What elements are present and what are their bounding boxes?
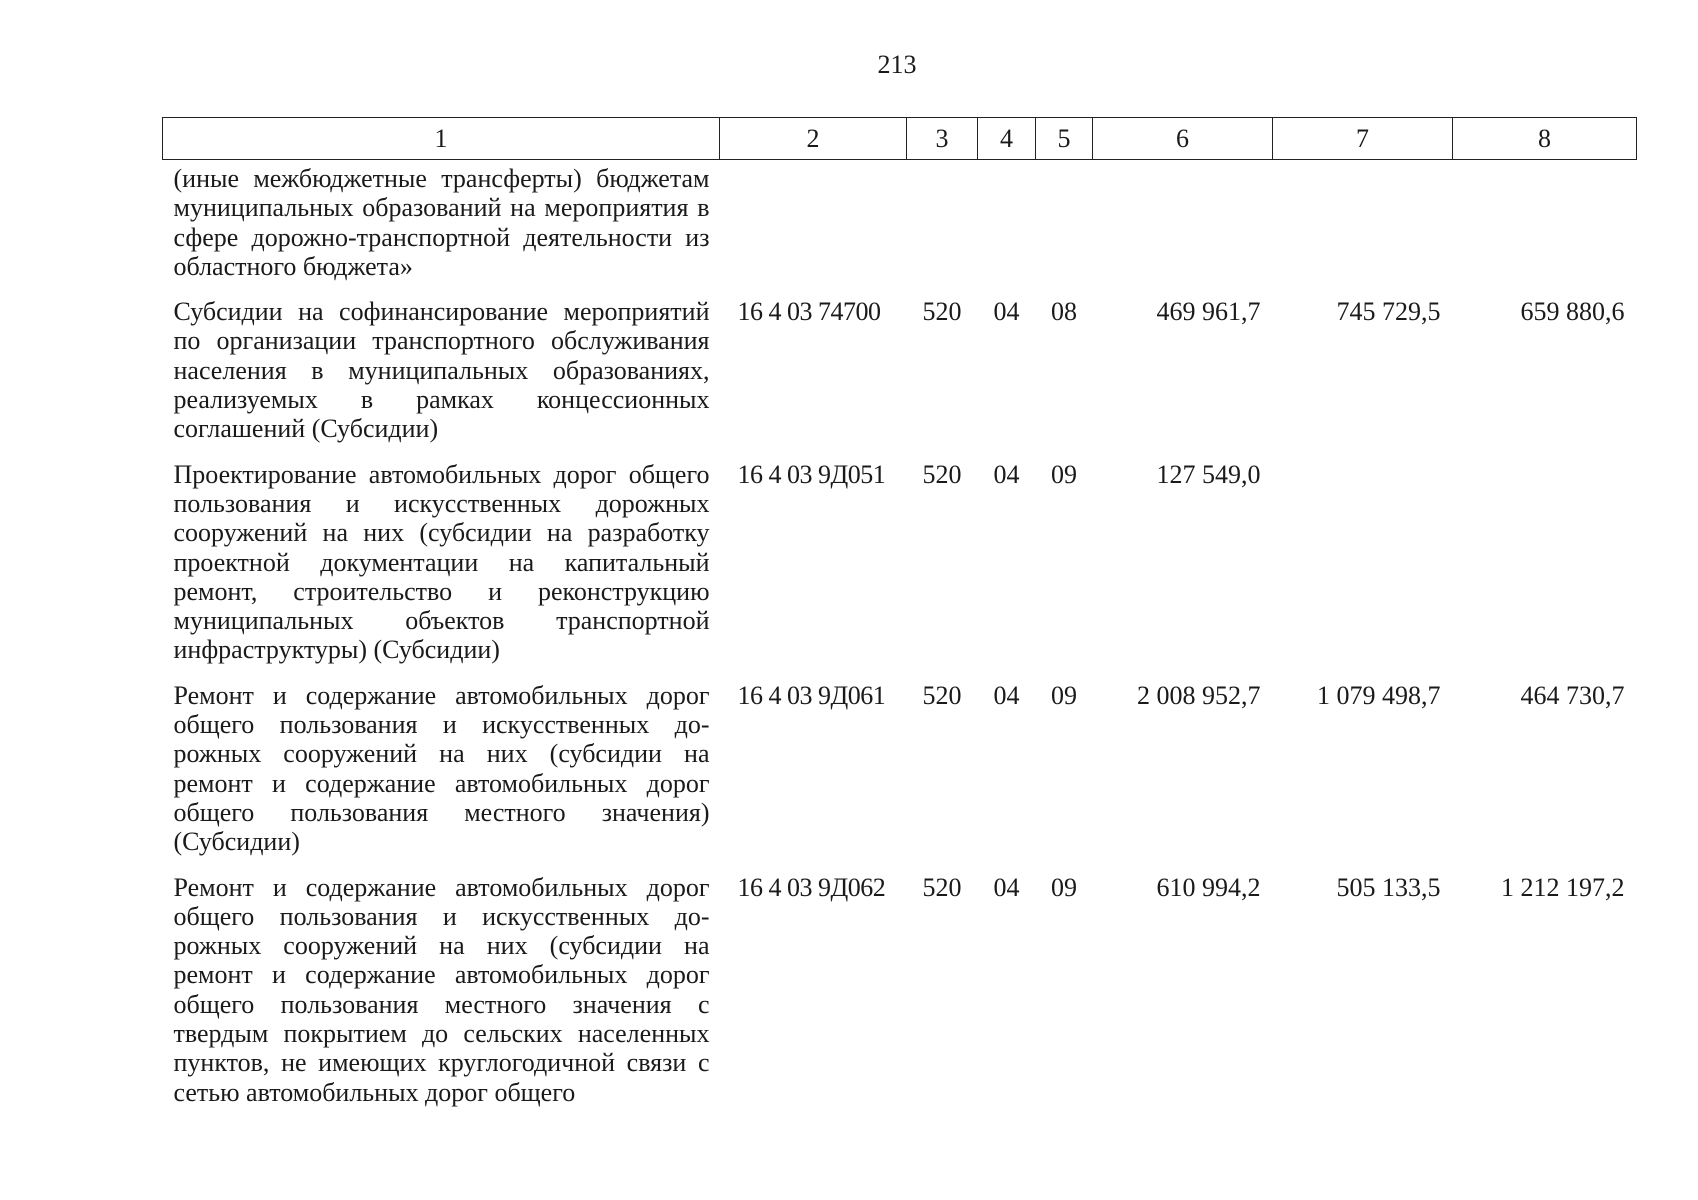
page-number: 213 (877, 50, 917, 79)
row-description: Субсидии на софинансирование мероприятий по организации транспортного обслуживания населения в муниципальных образованиях, реализуемых в рамках концессионных соглашений (Субсидии) (173, 297, 710, 444)
row-code: 16 4 03 74700 (737, 297, 881, 327)
row-code: 16 4 03 9Д051 (737, 459, 886, 489)
table-body (163, 160, 1637, 1115)
row-col8: 659 880,6 (1520, 297, 1625, 327)
row-code: 16 4 03 9Д062 (737, 872, 886, 902)
row-col8 (1453, 452, 1637, 673)
header-col-1: 1 (163, 118, 720, 160)
row-code (720, 160, 907, 290)
row-col6: 2 008 952,7 (1137, 680, 1261, 710)
row-col3: 520 (922, 459, 962, 489)
row-col4: 04 (993, 459, 1020, 489)
row-col5 (1036, 160, 1093, 290)
table-row (163, 289, 1637, 451)
header-col-2: 2 (720, 118, 907, 160)
row-col5: 08 (1051, 297, 1077, 327)
table-header (163, 118, 1637, 160)
row-description: Проектирование автомобильных дорог общего пользования и искусственных дорожных сооружений на них (субсидии на разработку проектной документации на капитальный ремонт, строительство и реконструкцию муниципальных объектов транспортной инфраструктуры) (Субсидии) (173, 459, 710, 665)
header-col-6: 6 (1093, 118, 1273, 160)
row-col7: 745 729,5 (1336, 297, 1441, 327)
row-col4 (978, 160, 1036, 290)
header-col-7: 7 (1273, 118, 1453, 160)
row-col6 (1093, 160, 1273, 290)
row-col8: 464 730,7 (1520, 680, 1625, 710)
row-col6: 610 994,2 (1156, 872, 1261, 902)
header-col-5: 5 (1036, 118, 1093, 160)
table-row (163, 160, 1637, 290)
row-col8: 1 212 197,2 (1501, 872, 1625, 902)
table-row (163, 673, 1637, 865)
row-col4: 04 (993, 680, 1020, 710)
row-col5: 09 (1051, 680, 1077, 710)
row-col3 (907, 160, 978, 290)
table-row (163, 865, 1637, 1115)
header-col-8: 8 (1453, 118, 1637, 160)
row-col5: 09 (1051, 459, 1077, 489)
row-col7: 505 133,5 (1336, 872, 1441, 902)
row-col3: 520 (922, 872, 962, 902)
row-col7: 1 079 498,7 (1317, 680, 1441, 710)
row-col5: 09 (1051, 872, 1077, 902)
row-col4: 04 (993, 872, 1020, 902)
row-code: 16 4 03 9Д061 (737, 680, 886, 710)
row-col3: 520 (922, 680, 962, 710)
row-col6: 127 549,0 (1156, 459, 1261, 489)
row-description: (иные межбюджетные трансферты) бюджетам муниципальных образований на мероприятия в сфере дорожно-транспортной деятельности из областного бюджета» (173, 164, 710, 281)
row-col6: 469 961,7 (1156, 297, 1261, 327)
row-col7 (1273, 452, 1453, 673)
header-col-3: 3 (907, 118, 978, 160)
row-description: Ремонт и содержание автомобильных дорог общего пользования и искусственных дорожных сооружений на них (субсидии на ремонт и содержание автомобильных дорог общего пользования местного значения) (Субсидии) (173, 680, 710, 857)
row-description: Ремонт и содержание автомобильных дорог общего пользования и искусственных дорожных сооружений на них (субсидии на ремонт и содержание автомобильных дорог общего пользования местного значения с твердым покрытием до сельских населенных пунктов, не имеющих круглогодичной связи с сетью автомобильных дорог общего (173, 872, 710, 1107)
row-col7 (1273, 160, 1453, 290)
table-row (163, 452, 1637, 673)
row-col8 (1453, 160, 1637, 290)
header-col-4: 4 (978, 118, 1036, 160)
budget-table (162, 117, 1637, 1115)
row-col3: 520 (922, 297, 962, 327)
header-row (163, 118, 1637, 160)
row-col4: 04 (993, 297, 1020, 327)
